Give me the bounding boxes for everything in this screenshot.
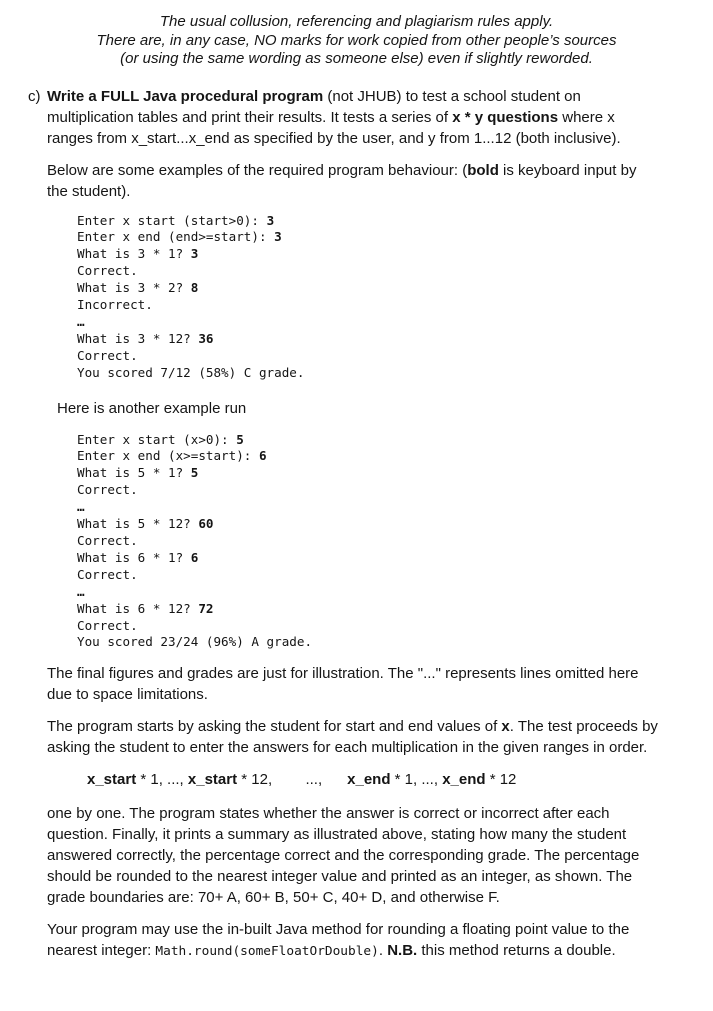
text-run: … — [77, 583, 85, 599]
text-run: bold — [467, 161, 499, 179]
text-run: Math.round(someFloatOrDouble) — [155, 944, 379, 960]
code-line — [77, 263, 661, 280]
text-run: What is 5 * 12? — [77, 516, 199, 532]
text-run: What is 3 * 1? — [77, 246, 191, 262]
code-line — [77, 448, 661, 465]
text-run: 5 — [236, 431, 244, 447]
code-line — [77, 348, 661, 365]
text-run: Enter x start (start>0): — [77, 212, 267, 228]
text-run: Below are some examples of the required program behaviour: ( — [47, 161, 468, 179]
code-line — [77, 584, 661, 601]
text-run: … — [77, 499, 85, 515]
console-example-2 — [77, 432, 661, 652]
notice-line: There are, in any case, NO marks for work copied from other people’s sources — [96, 31, 617, 49]
question-intro-paragraph — [47, 86, 661, 149]
text-run: What is 3 * 12? — [77, 330, 199, 346]
text-run: 8 — [190, 280, 199, 296]
text-run: . — [378, 942, 388, 960]
text-run: 36 — [198, 330, 214, 346]
code-line — [77, 567, 661, 584]
code-line — [77, 465, 661, 482]
text-run: 6 — [258, 448, 267, 464]
text-run: * 12 — [485, 771, 517, 789]
text-run: 72 — [198, 600, 214, 616]
text-run: * 12, ..., — [237, 771, 348, 789]
code-line — [77, 499, 661, 516]
text-run: one by one. The program states whether the answer is correct or incorrect after each question. Finally, it prints a summary as illustrated above, stating how many the student answered correctly, the percentage correct and the corresponding grade. The percentage should be rounded to the nearest integer value and printed as an integer, as shown. The grade boundaries are: 70+ A, 60+ B, 50+ C, 40+ D, and otherwise F. — [47, 805, 640, 907]
text-run: 6 — [190, 549, 199, 565]
text-run: 60 — [198, 516, 214, 532]
text-run: You scored 7/12 (58%) C grade. — [77, 364, 305, 380]
text-run: 5 — [190, 465, 199, 481]
illustration-paragraph: The final figures and grades are just for illustration. The "..." represents lines omitted here due to space limitations. — [47, 665, 639, 704]
rounding-paragraph — [47, 919, 661, 962]
text-run: Correct. — [77, 617, 138, 633]
text-run: . The test proceeds by asking the student to enter the answers for each multiplication in the given ranges in order. — [47, 718, 658, 757]
code-line — [77, 314, 661, 331]
text-run: Correct. — [77, 347, 138, 363]
code-line — [77, 213, 661, 230]
question-label: c) — [28, 87, 41, 105]
text-run: What is 5 * 1? — [77, 465, 191, 481]
multiplication-sequence-line — [87, 769, 661, 790]
text-run: Correct. — [77, 533, 138, 548]
example2-caption: Here is another example run — [57, 399, 247, 417]
text-run: What is 6 * 1? — [77, 549, 191, 565]
text-run: Enter x end (x>=start): — [77, 448, 259, 464]
text-run: x * y questions — [452, 108, 559, 126]
text-run: 3 — [274, 229, 282, 245]
code-line — [77, 365, 661, 382]
code-line — [77, 297, 661, 314]
code-line — [77, 601, 661, 618]
text-run: Enter x end (end>=start): — [77, 229, 275, 245]
text-run: (not JHUB) to test a school student on multiplication tables and print their results. It tests a series of — [47, 87, 581, 126]
code-line — [77, 634, 661, 651]
code-line — [77, 246, 661, 263]
text-run: is keyboard input by the student). — [47, 161, 637, 200]
code-line — [77, 280, 661, 297]
program-start-paragraph — [47, 716, 661, 758]
text-run: x_start — [87, 771, 137, 789]
text-run: Write a FULL Java procedural program — [47, 87, 324, 105]
code-line — [77, 550, 661, 567]
collusion-notice — [0, 13, 713, 69]
text-run: Your program may use the in-built Java method for rounding a floating point value to the nearest integer: — [47, 921, 630, 960]
text-run: x_end — [347, 771, 391, 789]
text-run: Correct. — [77, 263, 138, 279]
text-run: The program starts by asking the student for start and end values of — [47, 718, 502, 736]
one-by-one-paragraph — [47, 803, 661, 908]
text-run: * 1, ..., — [136, 771, 188, 789]
code-line — [77, 482, 661, 499]
text-run: N.B. — [387, 942, 418, 960]
text-run: this method returns a double. — [417, 942, 616, 960]
code-line — [77, 331, 661, 348]
question-content — [47, 86, 661, 974]
notice-line: The usual collusion, referencing and plagiarism rules apply. — [159, 13, 554, 30]
text-run: What is 6 * 12? — [77, 600, 199, 616]
text-run: Enter x start (x>0): — [77, 431, 237, 447]
code-line — [77, 618, 661, 635]
code-line — [77, 533, 661, 550]
text-run: * 1, ..., — [390, 771, 443, 789]
text-run: What is 3 * 2? — [77, 280, 191, 296]
console-example-1 — [77, 213, 661, 382]
text-run: 3 — [190, 246, 199, 262]
text-run: … — [77, 313, 85, 329]
text-run: Incorrect. — [77, 297, 153, 313]
question-c — [0, 86, 713, 974]
text-run: Correct. — [77, 482, 138, 498]
notice-line: (or using the same wording as someone else) even if slightly reworded. — [120, 50, 593, 67]
text-run: x_start — [187, 771, 238, 789]
text-run: You scored 23/24 (96%) A grade. — [77, 634, 313, 650]
text-run: Correct. — [77, 566, 138, 582]
code-line — [77, 229, 661, 246]
code-line — [77, 516, 661, 533]
text-run: 3 — [266, 212, 275, 228]
text-run: x_end — [442, 771, 486, 789]
text-run: where x ranges from x_start...x_end as specified by the user, and y from 1...12 (both inclusive). — [47, 108, 621, 147]
code-line — [77, 432, 661, 449]
text-run: x — [501, 718, 510, 736]
examples-note-paragraph — [47, 160, 661, 202]
